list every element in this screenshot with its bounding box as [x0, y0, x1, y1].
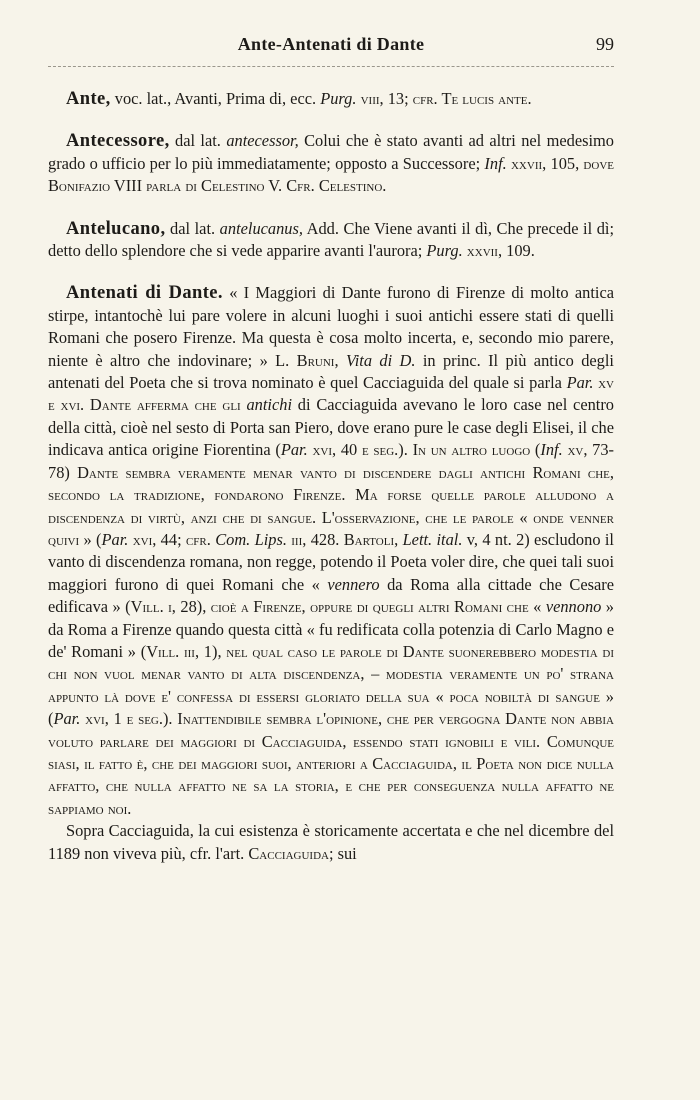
citation-ref: Inf. [540, 440, 563, 460]
citation-ref: Vita di D. [345, 350, 416, 370]
entry-text: di Cacciaguida avevano le loro case nel centro della città, cioè nel sesto di Porta san Piero, dove erano pure le case degli Elisei, il che indicava antica origine Fiorentina ( [48, 395, 614, 460]
author-name: Vill. [130, 597, 164, 617]
lemma-antecessore: Antecessore, [66, 131, 170, 152]
entry-antelucano [48, 218, 614, 263]
entry-text: voc. lat., Avanti, Prima di, ecc. [110, 89, 321, 108]
author-name: Bruni, [296, 350, 339, 370]
citation-ref: Com. Lips. [215, 529, 287, 549]
entry-text: xxvii, 109. [462, 241, 535, 261]
entry-text: xv e xvi. Dante afferma che gli [48, 373, 614, 415]
entry-text: v, 4 nt. 2) escludono il vanto di discendenza romana, non regge, potendo il Poeta voler dire, che quei tali suoi maggiori furono di quei Romani che « [48, 529, 614, 594]
cross-reference: Cacciaguida; [248, 843, 334, 863]
entry-text [339, 351, 346, 370]
entry-text: Colui che è stato avanti ad altri nel medesimo grado o ufficio per lo più immediatamente; opposto a Successore; [48, 131, 614, 173]
page-body [48, 88, 614, 865]
entry-text: » da Roma a Firenze quando questa città « fu redificata colla potenzia di Carlo Magno e de' Romani » ( [48, 597, 614, 661]
cross-reference: Celestino. [318, 176, 387, 196]
page-number: 99 [596, 34, 614, 54]
citation-ref: Purg. [320, 89, 357, 108]
entry-text: i, 28), cioè a Firenze, oppure di quegli altri Romani che « [163, 597, 546, 617]
citation-ref: Par. [566, 373, 594, 393]
entry-text: xvi, 40 e seg.). In un altro luogo ( [307, 440, 541, 460]
continuation-paragraph [48, 820, 614, 865]
latin-term: antecessor, [226, 131, 299, 151]
cross-reference: Te lucis ante. [441, 89, 532, 108]
author-name: Vill. [146, 641, 180, 661]
entry-text: xv, 73-78) Dante sembra veramente menar vanto di discendere dagli antichi Romani che, secondo la tradizione, fondarono Firenze. Ma forse quelle parole alludono a discendenza di virtù, anzi che di sangue. L'osservazione, che le parole « onde venner quivi » ( [48, 440, 615, 549]
citation-ref: Par. [101, 529, 129, 549]
entry-text: dal lat. [165, 218, 220, 238]
entry-text: dal lat. [169, 131, 227, 151]
entry-text: sui [333, 843, 357, 863]
entry-text: iii, 1), nel qual caso le parole di Dante suonerebbero modestia di chi non vuol menar vanto di alta discendenza, – modestia veramente un po' strana appunto là dove e' confessa di essersi gloriato della sua « poca nobiltà di sangue » ( [48, 641, 614, 729]
citation-ref: Inf. [484, 153, 507, 173]
running-title: Ante-Antenati di Dante [237, 34, 425, 54]
lemma-antenati-di-dante: Antenati di Dante. [66, 283, 223, 304]
citation-ref: Par. [53, 709, 81, 729]
lemma-ante: Ante, [66, 89, 111, 109]
entry-text: in princ. Il più antico degli antenati del Poeta che si trova nominato è quel Cacciaguida del quale si parla [48, 350, 614, 393]
emphasis: antichi [246, 395, 293, 415]
entry-antecessore [48, 130, 614, 197]
entry-text: Sopra Cacciaguida, la cui esistenza è storicamente accertata e che nel dicembre del 1189 non viveva più, cfr. l'art. [48, 821, 614, 863]
entry-text: « I Maggiori di Dante furono di Firenze di molto antica stirpe, intantochè lui pare volere in alcuni luoghi i suoi antichi essere stati di quelli Romani che posero Firenze. Ma questa è cosa molto incerta, e, secondo mio parere, niente è altro che indovinare; » L. [48, 283, 614, 370]
citation-ref: Lett. ital. [402, 529, 463, 549]
entry-text: viii, 13; cfr. [356, 89, 442, 108]
quoted-term: vennero [327, 574, 380, 594]
author-name: Bartoli, [343, 529, 399, 549]
latin-term: antelucanus, [219, 218, 303, 238]
lemma-antelucano: Antelucano, [66, 218, 166, 239]
entry-text: da Roma alla cittade che Cesare edificava » ( [48, 574, 614, 617]
quoted-term: vennono [545, 597, 602, 617]
citation-ref: Par. [280, 440, 308, 460]
entry-antenati-di-dante [48, 282, 614, 820]
entry-ante [48, 88, 614, 110]
citation-ref: Purg. [426, 241, 463, 261]
entry-text: xxvii, 105, dove Bonifazio VIII parla di Celestino V. Cfr. [48, 153, 614, 196]
header-rule [48, 66, 614, 67]
entry-text: xvi, 44; cfr. [128, 529, 216, 549]
entry-text: Add. Che Viene avanti il dì, Che precede il dì; detto dello splendore che si vede apparire avanti l'aurora; [48, 218, 614, 261]
running-header [48, 34, 614, 60]
entry-text: xvi, 1 e seg.). Inattendibile sembra l'opinione, che per vergogna Dante non abbia voluto parlare dei maggiori di Cacciaguida, essendo stati ignobili e vili. Comunque siasi, il fatto è, che dei maggiori suoi, anteriori a Cacciaguida, il Poeta non dice nulla affatto, che nulla affatto ne sa la storia, e che per conseguenza nulla affatto ne sappiamo noi. [48, 709, 614, 818]
entry-text: iii, 428. [286, 529, 344, 549]
